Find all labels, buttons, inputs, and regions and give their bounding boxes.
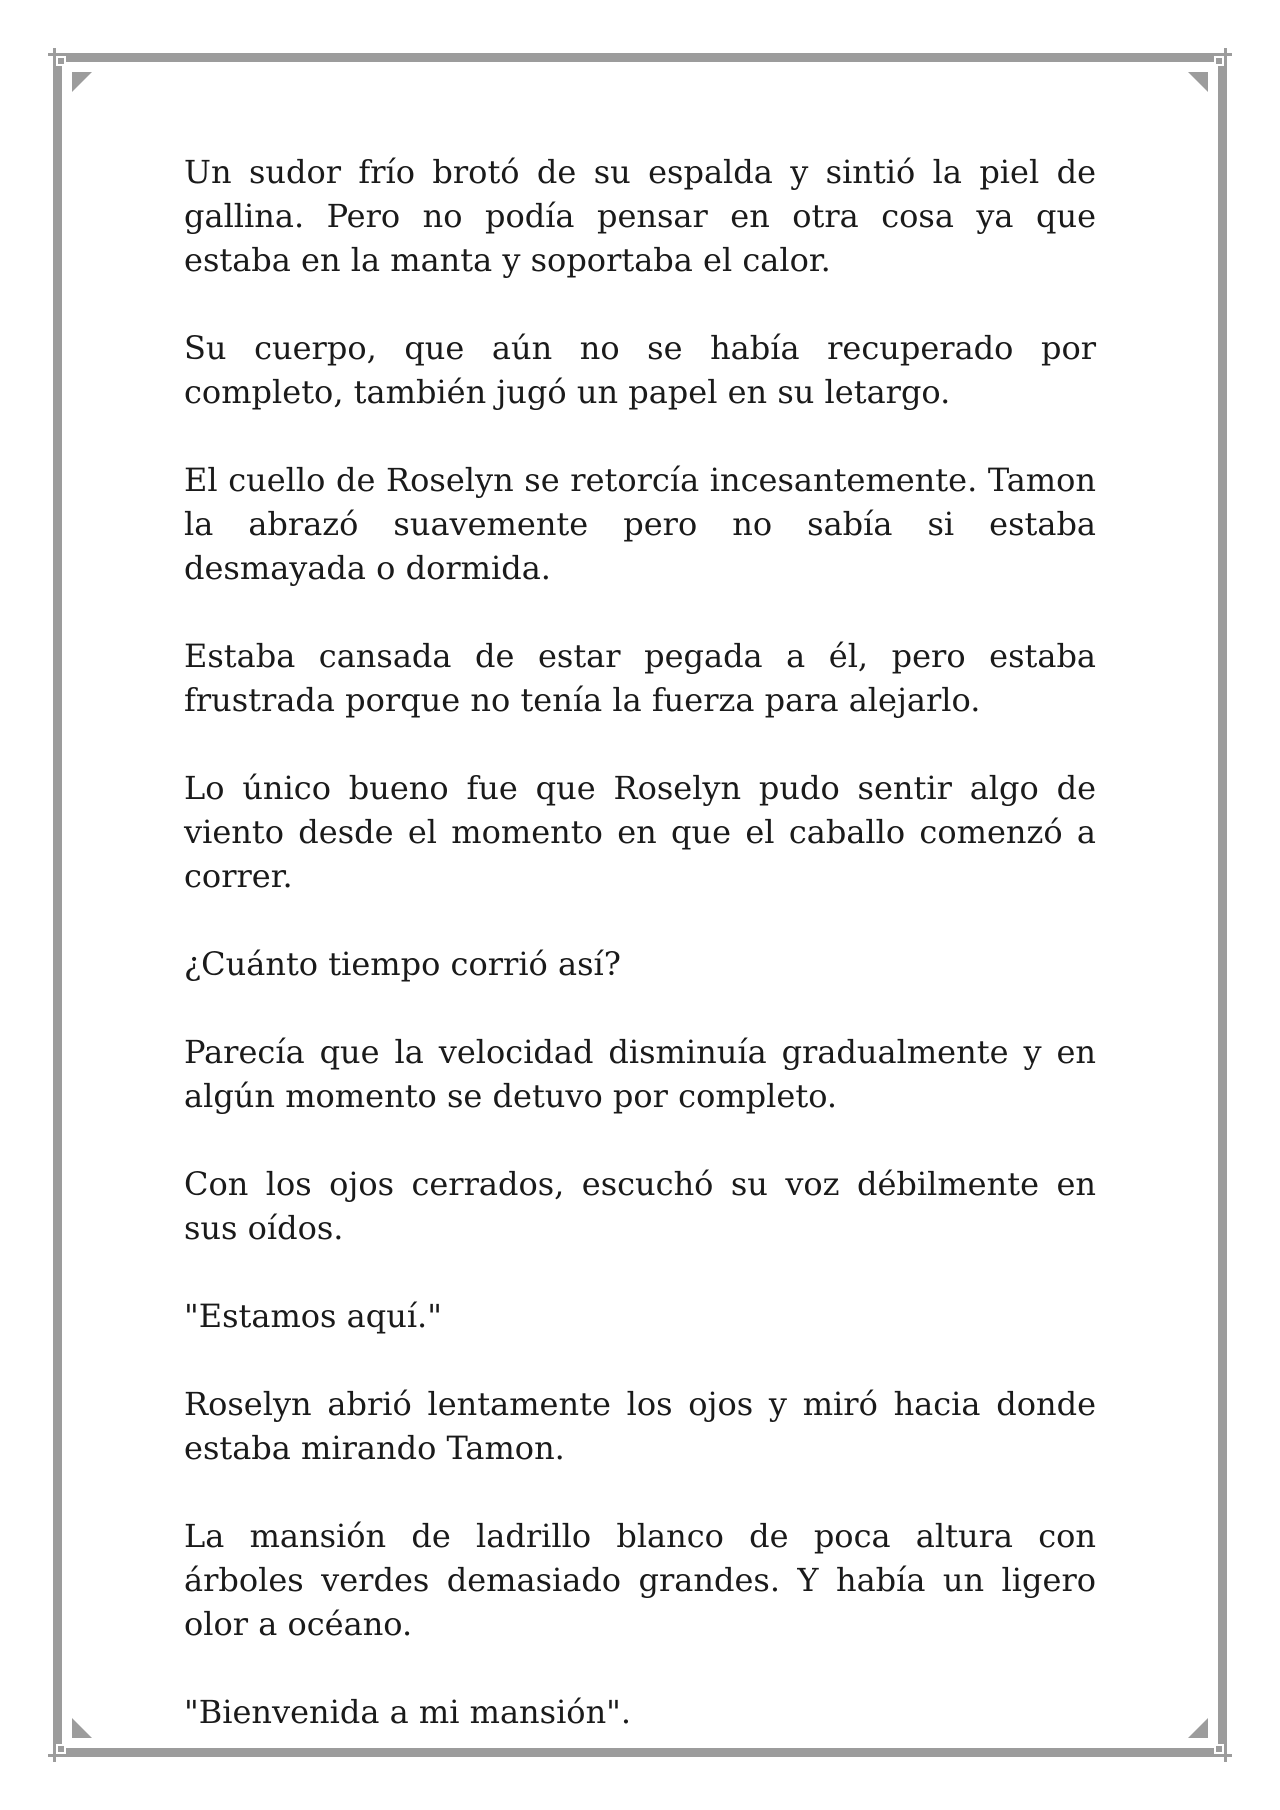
paragraph: "Bienvenida a mi mansión".: [184, 1693, 632, 1731]
paragraph: ¿Cuánto tiempo corrió así?: [184, 945, 621, 983]
frame-corner-ornament-icon: [48, 48, 74, 74]
paragraph: "Estamos aquí.": [184, 1297, 442, 1335]
frame-corner-triangle-icon: [72, 72, 92, 92]
paragraph: Lo único bueno fue que Roselyn pudo sentir algo de viento desde el momento en que el caballo comenzó a correr.: [184, 769, 1096, 895]
frame-border-top: [66, 53, 1214, 62]
paragraph: Su cuerpo, que aún no se había recuperado por completo, también jugó un papel en su letargo.: [184, 329, 1096, 411]
frame-corner-triangle-icon: [72, 1718, 92, 1738]
frame-corner-triangle-icon: [1188, 72, 1208, 92]
frame-corner-ornament-icon: [48, 1736, 74, 1762]
paragraph: La mansión de ladrillo blanco de poca altura con árboles verdes demasiado grandes. Y había un ligero olor a océano.: [184, 1517, 1096, 1643]
document-body: [184, 150, 1096, 1778]
paragraph: Roselyn abrió lentamente los ojos y miró hacia donde estaba mirando Tamon.: [184, 1385, 1096, 1467]
frame-corner-ornament-icon: [1206, 1736, 1232, 1762]
paragraph: El cuello de Roselyn se retorcía incesantemente. Tamon la abrazó suavemente pero no sabía si estaba desmayada o dormida.: [184, 461, 1096, 587]
frame-corner-ornament-icon: [1206, 48, 1232, 74]
paragraph: Con los ojos cerrados, escuchó su voz débilmente en sus oídos.: [184, 1165, 1096, 1247]
frame-border-right: [1218, 66, 1227, 1744]
paragraph: Estaba cansada de estar pegada a él, pero estaba frustrada porque no tenía la fuerza para alejarlo.: [184, 637, 1096, 719]
paragraph: Un sudor frío brotó de su espalda y sintió la piel de gallina. Pero no podía pensar en otra cosa ya que estaba en la manta y soportaba el calor.: [184, 153, 1096, 279]
frame-corner-triangle-icon: [1188, 1718, 1208, 1738]
frame-border-left: [53, 66, 62, 1744]
paragraph: Parecía que la velocidad disminuía gradualmente y en algún momento se detuvo por completo.: [184, 1033, 1096, 1115]
